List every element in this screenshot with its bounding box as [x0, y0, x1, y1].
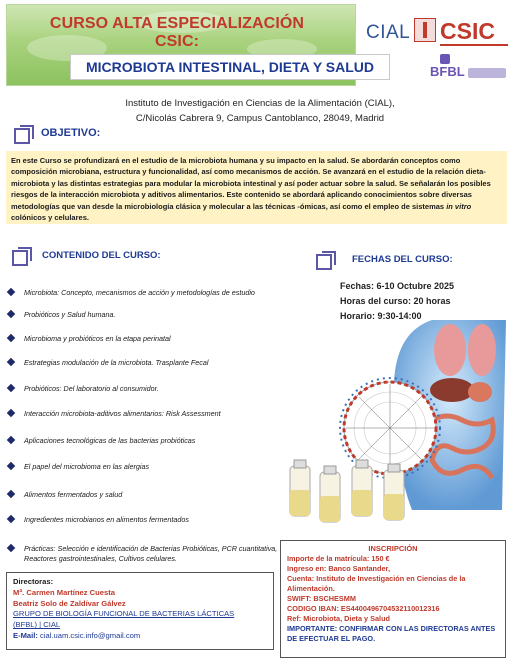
director-name: Mª. Carmen Martínez Cuesta	[13, 587, 115, 597]
list-item: Prácticas: Selección e identificación de Bacterias Probióticas, PCR cuantitativa, Reactores gastrointestinales, Cultivos celulares.	[6, 544, 291, 564]
director-name: Beatriz Solo de Zaldívar Gálvez	[13, 598, 126, 608]
inscripcion-account: Cuenta: Instituto de Investigación en Ciencias de la Alimentación.	[287, 574, 466, 593]
inscripcion-bank: Ingreso en: Banco Santander,	[287, 564, 390, 573]
inscripcion-important: IMPORTANTE: CONFIRMAR CON LAS DIRECTORAS ANTES DE EFECTUAR EL PAGO.	[287, 624, 496, 643]
institute-name: Instituto de Investigación en Ciencias de la Alimentación (CIAL),	[125, 98, 395, 109]
objetivo-tail: colónicos y celulares.	[11, 213, 89, 223]
research-group: GRUPO DE BIOLOGÍA FUNCIONAL DE BACTERIAS LÁCTICAS	[13, 609, 235, 619]
cial-logo: CIAL	[366, 22, 411, 43]
inscripcion-fee: Importe de la matrícula: 150 €	[287, 554, 390, 563]
inscripcion-title: INSCRIPCIÓN	[368, 544, 418, 553]
bfbl-logo-mark	[440, 54, 450, 64]
list-item: El papel del microbioma en las alergias	[6, 462, 149, 471]
fechas-hours: Horas del curso: 20 horas	[340, 296, 451, 306]
objetivo-body: En este Curso se profundizará en el estudio de la microbiota humana y su impacto en la salud. Se abordarán conceptos como composición microbiana, estructura y funcionalidad, así como mecanismos de acción. Se avanzará en el estudio de la relación dieta-microbiota y las distintas estrategias para modular la microbiota intestinal y así poder actuar sobre la salud. Se señalarán los posibles riesgos de la interacción microbiota y aditivos alimentarios. Este contenido se abordará aplicando conocimientos sobre diversas metodologías que van desde la microbiología clásica y molecular a las técnicas -ómicas, así como el empleo de sistemas	[11, 156, 491, 211]
directors-label: Directoras:	[13, 577, 54, 586]
fechas-schedule: Horario: 9:30-14:00	[340, 311, 422, 321]
microbiota-illustration	[282, 320, 506, 548]
email-link[interactable]: cial.uam.csic.info@gmail.com	[40, 630, 141, 640]
csic-logo-underline	[440, 44, 508, 46]
list-item: Interacción microbiota-aditivos alimentarios: Risk Assessment	[6, 409, 221, 418]
inscripcion-ref: Ref: Microbiota, Dieta y Salud	[287, 614, 390, 623]
section-box-icon	[12, 250, 28, 266]
contenido-heading: CONTENIDO DEL CURSO:	[42, 250, 161, 261]
stomach-icon	[468, 382, 492, 402]
objetivo-italic: in vitro	[446, 201, 472, 211]
inscripcion-iban: CODIGO IBAN: ES4400496704532110012316	[287, 604, 440, 613]
directors-box	[6, 572, 274, 650]
fechas-details	[340, 279, 454, 324]
lung-left	[434, 324, 466, 376]
fechas-heading: FECHAS DEL CURSO:	[352, 254, 453, 265]
list-item: Estrategias modulación de la microbiota. Trasplante Fecal	[6, 358, 208, 367]
list-item: Microbioma y probióticos en la etapa perinatal	[6, 334, 171, 343]
inscripcion-box	[280, 540, 506, 658]
lung-right	[468, 324, 496, 376]
liver-icon	[430, 378, 474, 402]
bfbl-logo: BFBL	[430, 64, 465, 79]
list-item: Alimentos fermentados y salud	[6, 490, 122, 499]
csic-emblem-icon	[414, 18, 436, 42]
section-box-icon	[316, 254, 332, 270]
fechas-dates: Fechas: 6-10 Octubre 2025	[340, 281, 455, 291]
institute-address	[110, 96, 410, 126]
list-item: Aplicaciones tecnológicas de las bacterias probióticas	[6, 436, 195, 445]
bfbl-logo-tagline	[468, 68, 506, 78]
email-label: E-Mail:	[13, 630, 38, 640]
email-line	[13, 631, 267, 642]
section-box-icon	[14, 128, 30, 144]
inscripcion-swift: SWIFT: BSCHESMM	[287, 594, 356, 603]
list-item: Ingredientes microbianos en alimentos fermentados	[6, 515, 189, 524]
list-item: Probióticos: Del laboratorio al consumidor.	[6, 384, 159, 393]
list-item: Probióticos y Salud humana.	[6, 310, 116, 319]
list-item: Microbiota: Concepto, mecanismos de acción y metodologías de estudio	[6, 288, 255, 297]
course-subtitle: MICROBIOTA INTESTINAL, DIETA Y SALUD	[70, 54, 390, 80]
research-group-suffix: (BFBL) | CIAL	[13, 620, 61, 630]
csic-logo: CSIC	[440, 18, 495, 44]
institute-street: C/Nicolás Cabrera 9, Campus Cantoblanco, 28049, Madrid	[135, 113, 385, 124]
course-title: CURSO ALTA ESPECIALIZACIÓN CSIC:	[49, 15, 305, 50]
objetivo-text	[6, 151, 507, 224]
objetivo-heading: OBJETIVO:	[41, 127, 101, 139]
